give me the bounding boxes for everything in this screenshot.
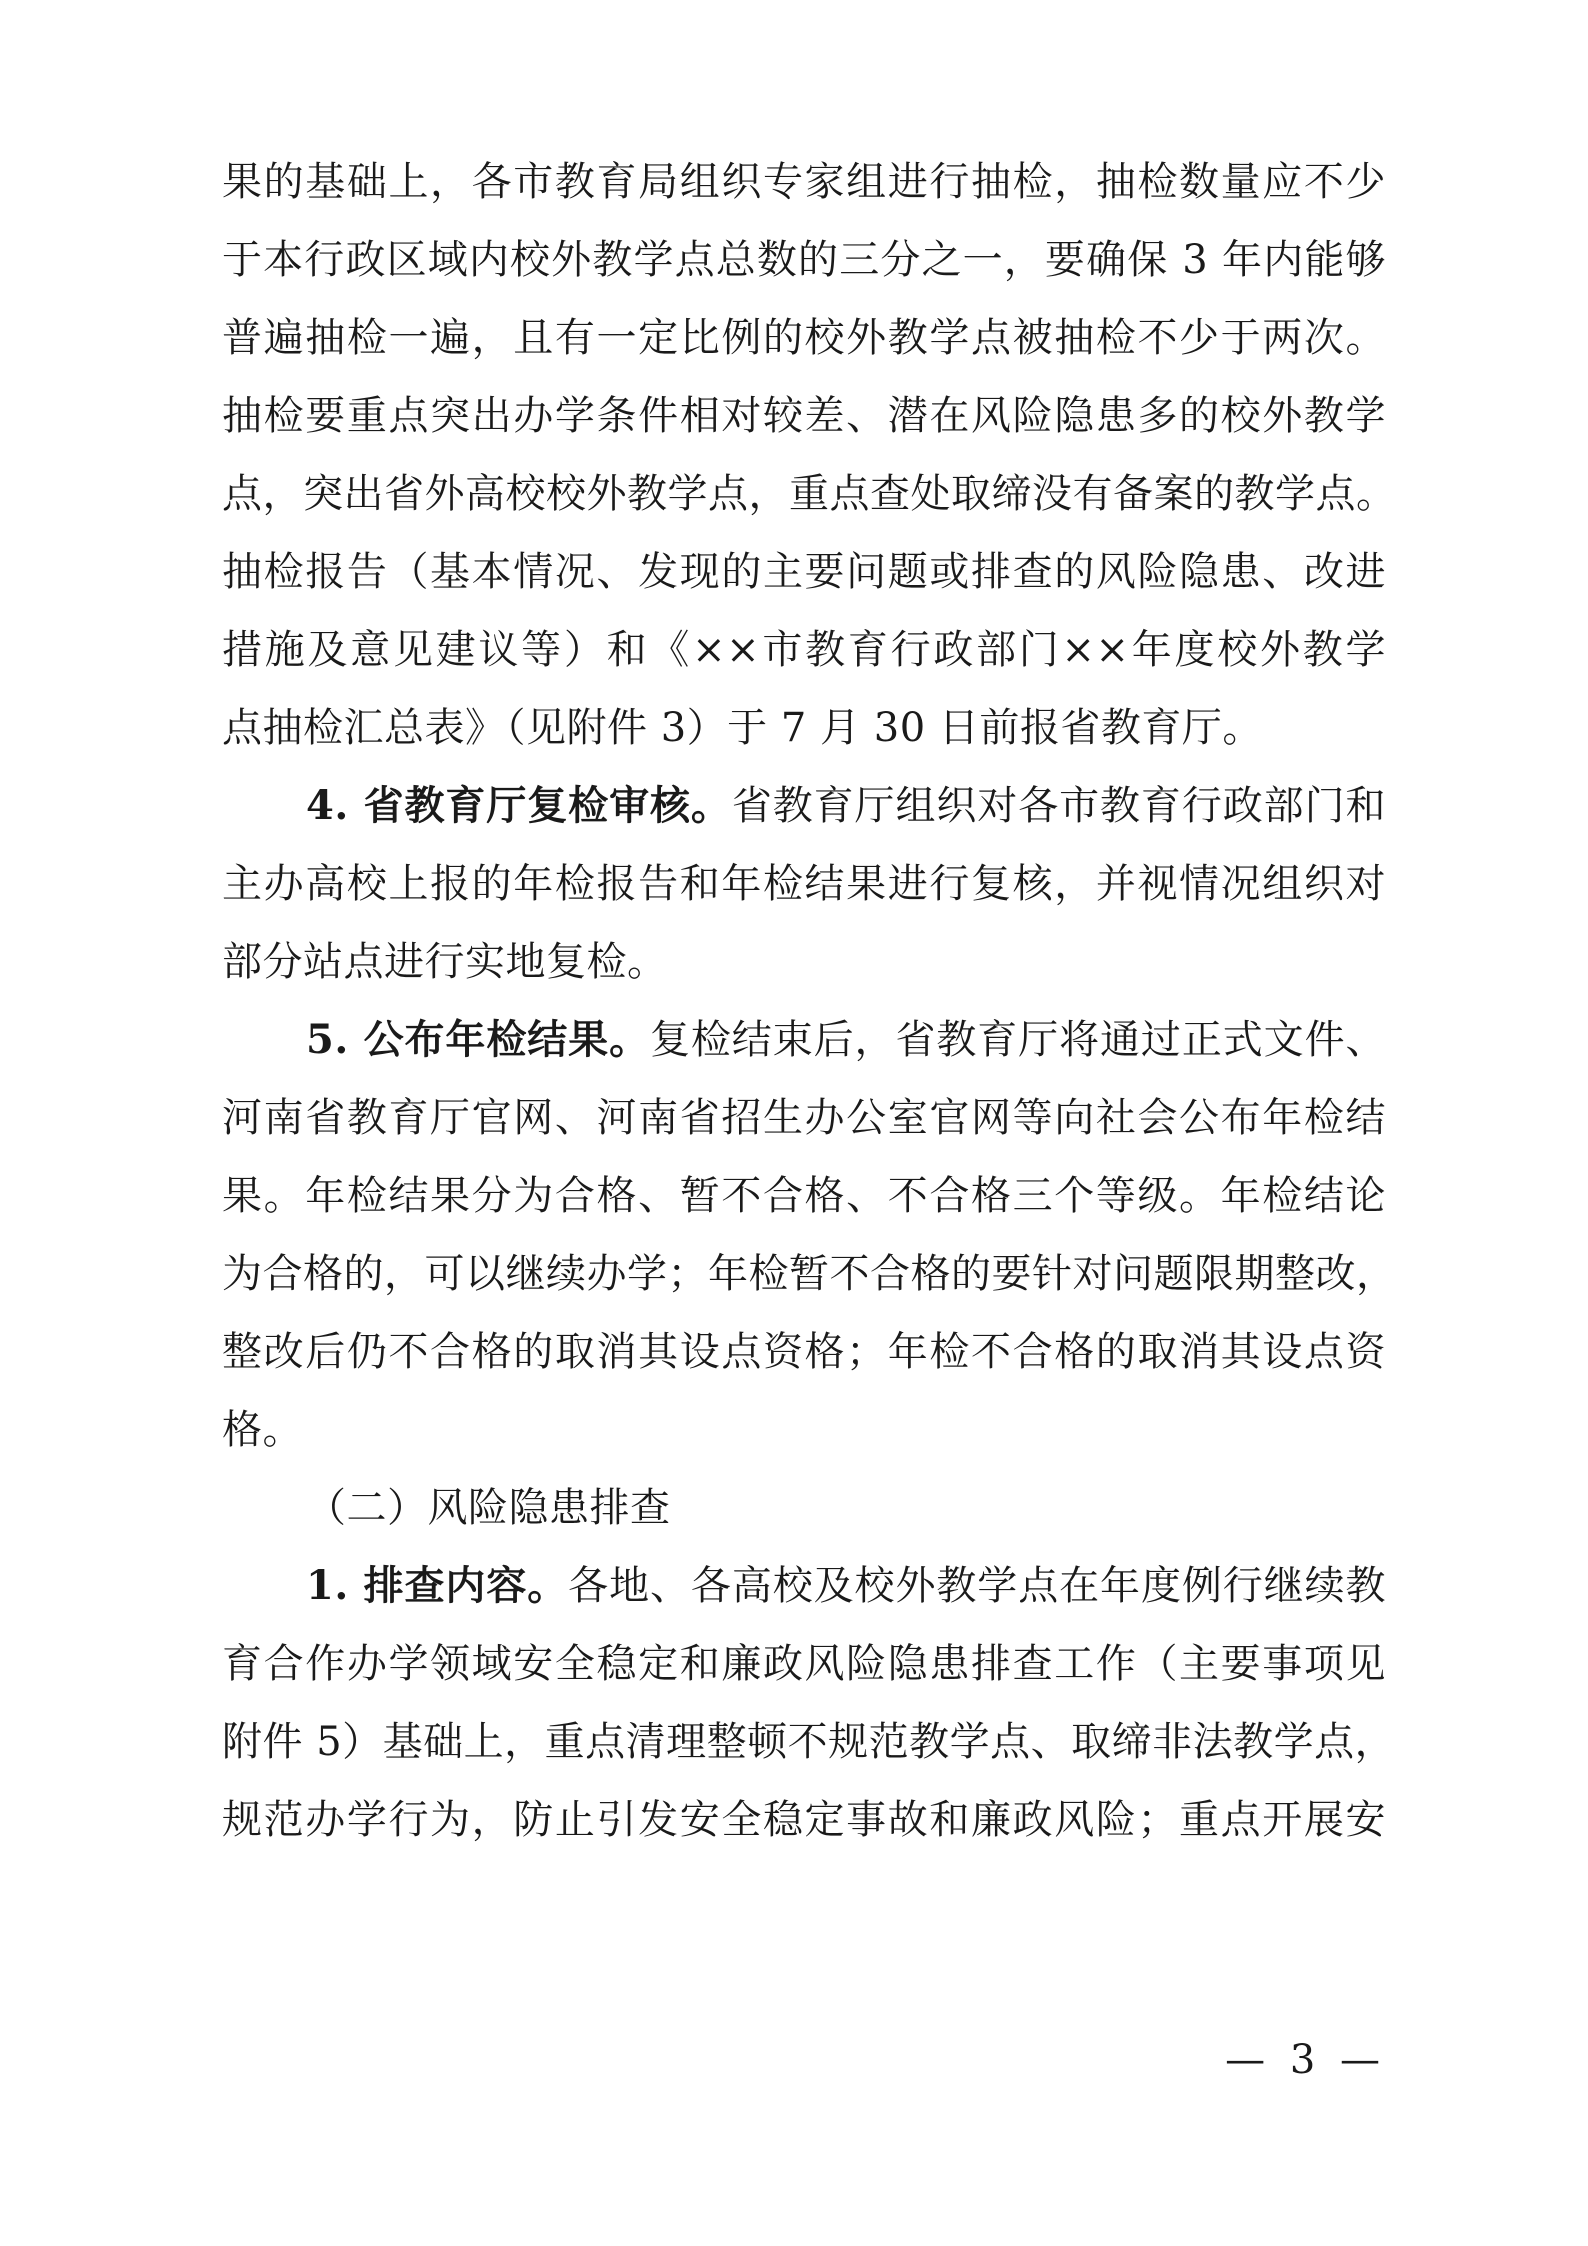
paragraph-4-line-3: 附件 5）基础上，重点清理整顿不规范教学点、取缔非法教学点，	[222, 1719, 1396, 1765]
paragraph-4-first-line-text: 各地、各高校及校外教学点在年度例行继续教	[568, 1563, 1387, 1609]
paragraph-1-line-5: 点，突出省外高校校外教学点，重点查处取缔没有备案的教学点。	[222, 471, 1397, 517]
paragraph-1-line-6: 抽检报告（基本情况、发现的主要问题或排查的风险隐患、改进	[222, 549, 1386, 595]
paragraph-4-line-4: 规范办学行为，防止引发安全稳定事故和廉政风险；重点开展安	[222, 1797, 1386, 1843]
paragraph-4-line-2: 育合作办学领域安全稳定和廉政风险隐患排查工作（主要事项见	[222, 1641, 1386, 1687]
paragraph-2-first-line	[306, 776, 1386, 836]
paragraph-1-line-8: 点抽检汇总表》（见附件 3）于 7 月 30 日前报省教育厅。	[222, 705, 1263, 751]
page-number: — 3 —	[1225, 2037, 1386, 2083]
paragraph-1-line-4: 抽检要重点突出办学条件相对较差、潜在风险隐患多的校外教学	[222, 393, 1386, 439]
section-heading: （二）风险隐患排查	[306, 1485, 671, 1531]
paragraph-4-heading: 1. 排查内容。	[306, 1562, 569, 1609]
paragraph-3-first-line-text: 复检结束后，省教育厅将通过正式文件、	[649, 1017, 1386, 1063]
paragraph-3-line-4: 为合格的，可以继续办学；年检暂不合格的要针对问题限期整改，	[222, 1251, 1397, 1297]
paragraph-2-line-2: 主办高校上报的年检报告和年检结果进行复核，并视情况组织对	[222, 861, 1386, 907]
paragraph-2-first-line-text: 省教育厅组织对各市教育行政部门和	[731, 783, 1386, 829]
paragraph-1-line-2: 于本行政区域内校外教学点总数的三分之一，要确保 3 年内能够	[222, 237, 1386, 283]
paragraph-3-line-3: 果。年检结果分为合格、暂不合格、不合格三个等级。年检结论	[222, 1173, 1386, 1219]
paragraph-2-heading: 4. 省教育厅复检审核。	[306, 782, 732, 829]
paragraph-2-line-3: 部分站点进行实地复检。	[222, 939, 668, 985]
paragraph-3-line-5: 整改后仍不合格的取消其设点资格；年检不合格的取消其设点资	[222, 1329, 1386, 1375]
paragraph-3-line-2: 河南省教育厅官网、河南省招生办公室官网等向社会公布年检结	[222, 1095, 1386, 1141]
paragraph-3-heading: 5. 公布年检结果。	[306, 1016, 650, 1063]
paragraph-1-line-3: 普遍抽检一遍，且有一定比例的校外教学点被抽检不少于两次。	[222, 315, 1386, 361]
paragraph-4-first-line	[306, 1556, 1386, 1616]
paragraph-3-first-line	[306, 1010, 1386, 1070]
paragraph-1-line-1: 果的基础上，各市教育局组织专家组进行抽检，抽检数量应不少	[222, 159, 1386, 205]
paragraph-1-line-7: 措施及意见建议等）和《××市教育行政部门××年度校外教学	[222, 627, 1386, 673]
paragraph-3-line-6: 格。	[222, 1407, 303, 1453]
